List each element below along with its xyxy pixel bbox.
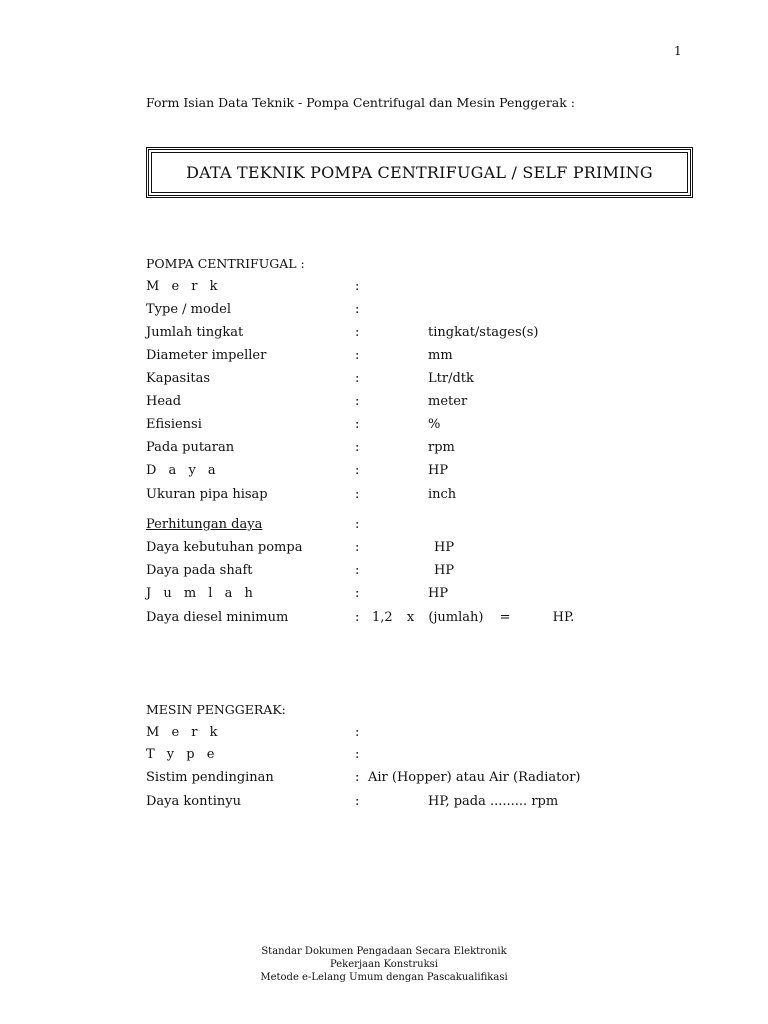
row-colon: : bbox=[355, 394, 360, 409]
pompa-row-kapasitas bbox=[146, 371, 706, 391]
row-label: Diameter impeller bbox=[146, 348, 267, 363]
row-colon: : bbox=[355, 302, 360, 317]
row-colon: : bbox=[355, 610, 360, 625]
perhitungan-row-daya-diesel bbox=[146, 610, 706, 630]
mesin-row-daya-kontinyu bbox=[146, 794, 706, 814]
row-unit: inch bbox=[428, 487, 457, 502]
diesel-term: (jumlah) bbox=[428, 610, 484, 625]
row-colon: : bbox=[355, 463, 360, 478]
row-label: M e r k bbox=[146, 279, 222, 294]
row-colon: : bbox=[355, 325, 360, 340]
row-label: D a y a bbox=[146, 463, 220, 478]
perhitungan-row-jumlah bbox=[146, 586, 706, 606]
pompa-row-pada-putaran bbox=[146, 440, 706, 460]
title-box-inner bbox=[151, 152, 688, 193]
diesel-equals: = bbox=[499, 610, 511, 625]
row-label: M e r k bbox=[146, 725, 222, 740]
row-colon: : bbox=[355, 517, 360, 532]
row-label: Kapasitas bbox=[146, 371, 211, 386]
title-box bbox=[146, 147, 693, 198]
row-label: Daya pada shaft bbox=[146, 563, 253, 578]
mesin-row-sistim-pendinginan bbox=[146, 770, 706, 790]
page-number: 1 bbox=[674, 44, 682, 58]
pompa-row-type-model bbox=[146, 302, 706, 322]
row-colon: : bbox=[355, 725, 360, 740]
pompa-row-head bbox=[146, 394, 706, 414]
row-colon: : bbox=[355, 279, 360, 294]
row-unit: HP bbox=[434, 563, 455, 578]
pompa-row-jumlah-tingkat bbox=[146, 325, 706, 345]
diesel-formula bbox=[372, 610, 574, 625]
row-colon: : bbox=[355, 440, 360, 455]
mesin-row-type bbox=[146, 747, 706, 767]
row-colon: : bbox=[355, 417, 360, 432]
diesel-unit: HP. bbox=[552, 610, 575, 625]
pompa-row-daya bbox=[146, 463, 706, 483]
pompa-row-merk bbox=[146, 279, 706, 299]
diesel-factor: 1,2 bbox=[372, 610, 393, 625]
form-subtitle: Form Isian Data Teknik - Pompa Centrifugal dan Mesin Penggerak : bbox=[146, 95, 576, 110]
perhitungan-row-daya-shaft bbox=[146, 563, 706, 583]
row-colon: : bbox=[355, 747, 360, 762]
row-label: T y p e bbox=[146, 747, 219, 762]
row-label: Ukuran pipa hisap bbox=[146, 487, 268, 502]
row-label: Daya kontinyu bbox=[146, 794, 241, 809]
row-colon: : bbox=[355, 540, 360, 555]
row-label: Sistim pendinginan bbox=[146, 770, 274, 785]
row-colon: : bbox=[355, 563, 360, 578]
footer-line-3: Metode e-Lelang Umum dengan Pascakualifikasi bbox=[260, 972, 508, 983]
row-unit: rpm bbox=[428, 440, 455, 455]
row-colon: : bbox=[355, 770, 360, 785]
diesel-times: x bbox=[406, 610, 415, 625]
row-value: Air (Hopper) atau Air (Radiator) bbox=[368, 770, 581, 785]
row-unit: HP bbox=[428, 463, 449, 478]
row-unit: Ltr/dtk bbox=[428, 371, 474, 386]
row-label: Daya kebutuhan pompa bbox=[146, 540, 303, 555]
row-unit: meter bbox=[428, 394, 468, 409]
row-label: Head bbox=[146, 394, 182, 409]
row-label: J u m l a h bbox=[146, 586, 257, 601]
row-colon: : bbox=[355, 586, 360, 601]
mesin-section-heading: MESIN PENGGERAK: bbox=[146, 702, 286, 717]
mesin-row-merk bbox=[146, 725, 706, 745]
pompa-row-ukuran-pipa-hisap bbox=[146, 487, 706, 507]
row-label: Pada putaran bbox=[146, 440, 235, 455]
footer-line-2: Pekerjaan Konstruksi bbox=[329, 959, 439, 970]
row-label: Jumlah tingkat bbox=[146, 325, 244, 340]
row-colon: : bbox=[355, 794, 360, 809]
page-footer bbox=[0, 945, 768, 984]
row-unit: HP bbox=[428, 586, 449, 601]
perhitungan-heading: Perhitungan daya bbox=[146, 517, 263, 532]
row-unit: mm bbox=[428, 348, 453, 363]
footer-line-1: Standar Dokumen Pengadaan Secara Elektronik bbox=[261, 946, 507, 957]
pompa-section-heading: POMPA CENTRIFUGAL : bbox=[146, 256, 305, 271]
row-unit: HP bbox=[434, 540, 455, 555]
row-colon: : bbox=[355, 487, 360, 502]
row-label: Type / model bbox=[146, 302, 232, 317]
perhitungan-row-daya-kebutuhan bbox=[146, 540, 706, 560]
pompa-row-efisiensi bbox=[146, 417, 706, 437]
row-colon: : bbox=[355, 348, 360, 363]
row-value: HP, pada ......... rpm bbox=[428, 794, 559, 809]
pompa-row-diameter-impeller bbox=[146, 348, 706, 368]
row-label: Daya diesel minimum bbox=[146, 610, 289, 625]
row-label: Efisiensi bbox=[146, 417, 202, 432]
row-unit: tingkat/stages(s) bbox=[428, 325, 539, 340]
perhitungan-heading-row bbox=[146, 517, 706, 537]
row-colon: : bbox=[355, 371, 360, 386]
page-title: DATA TEKNIK POMPA CENTRIFUGAL / SELF PRIMING bbox=[186, 163, 653, 182]
row-unit: % bbox=[428, 417, 441, 432]
